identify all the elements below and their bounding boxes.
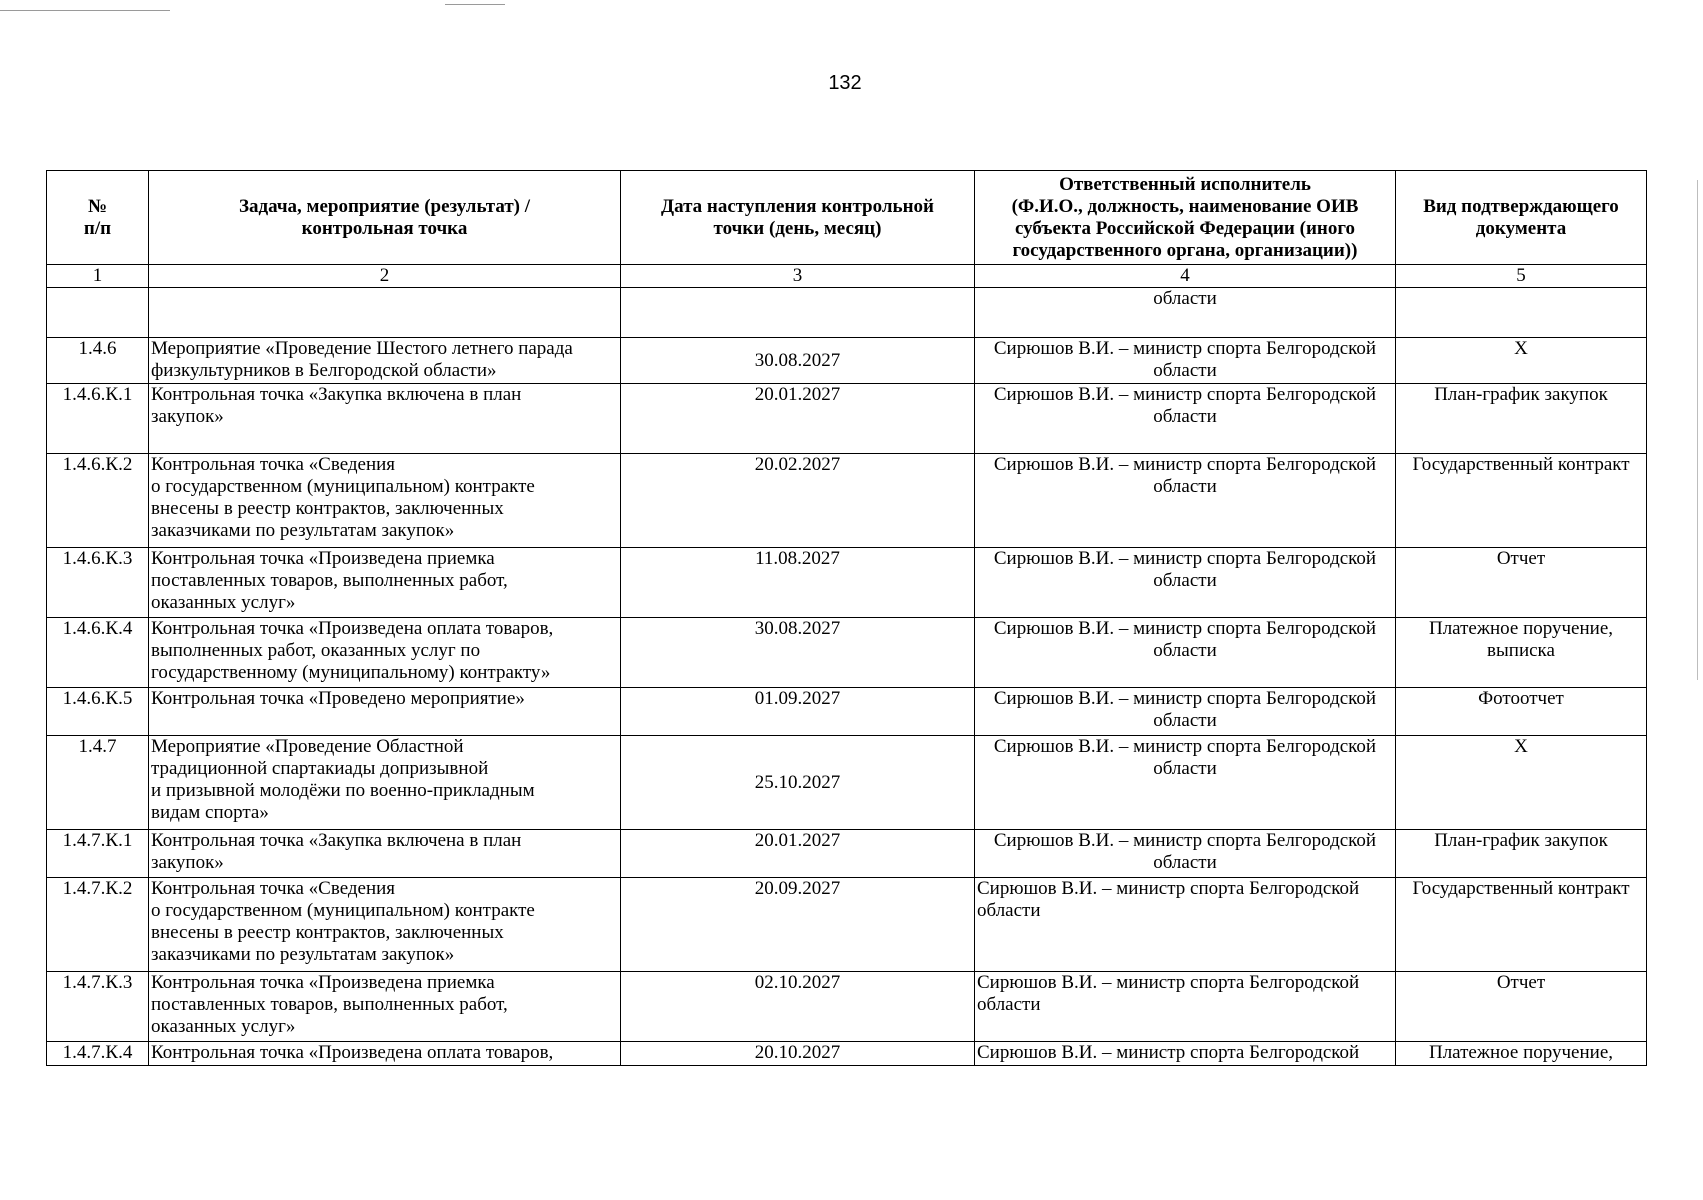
row-responsible: Сирюшов В.И. – министр спорта Белгородской области [975,618,1396,688]
row-date: 11.08.2027 [621,548,975,618]
row-task: Контрольная точка «Проведено мероприятие» [149,688,621,736]
row-task: Контрольная точка «Сведения о государственном (муниципальном) контракте внесены в реестр контрактов, заключенных заказчиками по результатам закупок» [149,878,621,972]
table-row [47,972,1647,1042]
row-responsible: Сирюшов В.И. – министр спорта Белгородской области [975,736,1396,830]
header-responsible: Ответственный исполнитель (Ф.И.О., должность, наименование ОИВ субъекта Российской Федерации (иного государственного органа, организации)) [975,171,1396,265]
row-document: Платежное поручение, выписка [1396,618,1647,688]
row-date: 20.02.2027 [621,454,975,548]
header-date: Дата наступления контрольной точки (день, месяц) [621,171,975,265]
row-document: Х [1396,736,1647,830]
row-task: Контрольная точка «Произведена приемка поставленных товаров, выполненных работ, оказанных услуг» [149,972,621,1042]
control-points-table [46,170,1647,1066]
table-row [47,288,1647,338]
row-number: 1.4.6.К.3 [47,548,149,618]
row-document: Платежное поручение, [1396,1042,1647,1066]
table-row [47,1042,1647,1066]
row-task: Контрольная точка «Закупка включена в план закупок» [149,830,621,878]
row-number: 1.4.7.К.1 [47,830,149,878]
row-date: 30.08.2027 [621,618,975,688]
row-date: 02.10.2027 [621,972,975,1042]
row-task: Контрольная точка «Произведена приемка поставленных товаров, выполненных работ, оказанных услуг» [149,548,621,618]
row-date: 25.10.2027 [621,736,975,830]
row-number: 1.4.6.К.5 [47,688,149,736]
table-row [47,454,1647,548]
row-number: 1.4.6 [47,338,149,384]
row-responsible: Сирюшов В.И. – министр спорта Белгородской области [975,878,1396,972]
row-task: Контрольная точка «Произведена оплата товаров, выполненных работ, оказанных услуг по государственному (муниципальному) контракту» [149,618,621,688]
row-task: Мероприятие «Проведение Областной традиционной спартакиады допризывной и призывной молодёжи по военно-прикладным видам спорта» [149,736,621,830]
table-row [47,736,1647,830]
row-task [149,288,621,338]
row-document: План-график закупок [1396,384,1647,454]
row-number: 1.4.7.К.4 [47,1042,149,1066]
row-task: Контрольная точка «Сведения о государственном (муниципальном) контракте внесены в реестр контрактов, заключенных заказчиками по результатам закупок» [149,454,621,548]
column-number: 2 [149,265,621,288]
row-number [47,288,149,338]
column-number: 3 [621,265,975,288]
row-number: 1.4.7.К.3 [47,972,149,1042]
row-document: Фотоотчет [1396,688,1647,736]
scan-edge-line [1697,180,1698,680]
header-task: Задача, мероприятие (результат) / контрольная точка [149,171,621,265]
row-responsible: Сирюшов В.И. – министр спорта Белгородской области [975,830,1396,878]
table-row [47,384,1647,454]
row-number: 1.4.6.К.2 [47,454,149,548]
table-row [47,618,1647,688]
row-number: 1.4.7.К.2 [47,878,149,972]
table-row [47,878,1647,972]
table-row [47,830,1647,878]
table-row [47,548,1647,618]
row-task: Контрольная точка «Закупка включена в план закупок» [149,384,621,454]
column-number: 5 [1396,265,1647,288]
row-date: 20.01.2027 [621,830,975,878]
row-document: Государственный контракт [1396,878,1647,972]
row-responsible: Сирюшов В.И. – министр спорта Белгородской области [975,384,1396,454]
table-row [47,688,1647,736]
table-row [47,338,1647,384]
row-document: Государственный контракт [1396,454,1647,548]
row-document: Х [1396,338,1647,384]
row-task: Мероприятие «Проведение Шестого летнего парада физкультурников в Белгородской области» [149,338,621,384]
column-number-row [47,265,1647,288]
column-number: 4 [975,265,1396,288]
row-number: 1.4.6.К.1 [47,384,149,454]
row-date: 01.09.2027 [621,688,975,736]
row-responsible: Сирюшов В.И. – министр спорта Белгородской области [975,548,1396,618]
column-number: 1 [47,265,149,288]
header-number: № п/п [47,171,149,265]
row-number: 1.4.7 [47,736,149,830]
row-number: 1.4.6.К.4 [47,618,149,688]
row-responsible: Сирюшов В.И. – министр спорта Белгородской области [975,338,1396,384]
row-responsible: Сирюшов В.И. – министр спорта Белгородской области [975,454,1396,548]
row-responsible: области [975,288,1396,338]
scan-artifact-line [445,4,505,5]
row-document: Отчет [1396,548,1647,618]
scan-artifact-line [0,10,170,11]
row-date [621,288,975,338]
row-task: Контрольная точка «Произведена оплата товаров, [149,1042,621,1066]
row-responsible: Сирюшов В.И. – министр спорта Белгородской [975,1042,1396,1066]
page-number: 132 [828,72,862,94]
table-header-row [47,171,1647,265]
row-document [1396,288,1647,338]
header-document: Вид подтверждающего документа [1396,171,1647,265]
row-date: 20.10.2027 [621,1042,975,1066]
row-date: 20.01.2027 [621,384,975,454]
row-date: 20.09.2027 [621,878,975,972]
row-document: План-график закупок [1396,830,1647,878]
row-date: 30.08.2027 [621,338,975,384]
row-responsible: Сирюшов В.И. – министр спорта Белгородской области [975,688,1396,736]
row-document: Отчет [1396,972,1647,1042]
row-responsible: Сирюшов В.И. – министр спорта Белгородской области [975,972,1396,1042]
